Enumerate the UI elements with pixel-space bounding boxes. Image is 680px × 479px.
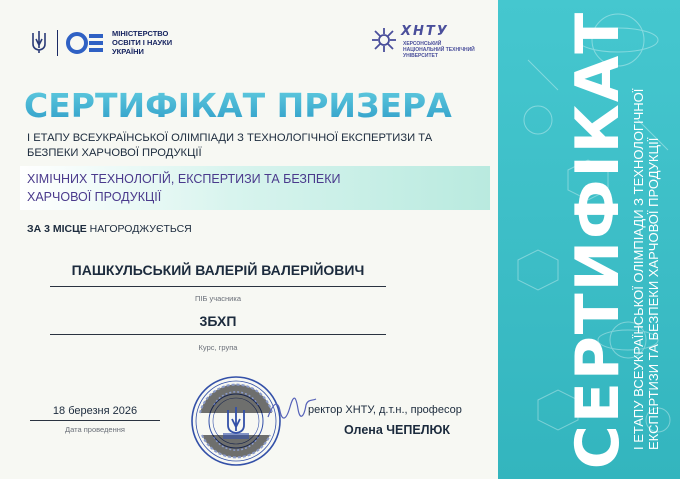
ministry-logo-icon: [66, 32, 106, 54]
date-underline: [30, 420, 160, 421]
department-name: ХІМІЧНИХ ТЕХНОЛОГІЙ, ЕКСПЕРТИЗИ ТА БЕЗПЕКИ ХАРЧОВОЇ ПРОДУКЦІЇ: [27, 172, 341, 204]
university-logo-icon: [370, 26, 398, 54]
university-full-name: ХЕРСОНСЬКИЙ НАЦІОНАЛЬНИЙ ТЕХНІЧНИЙ УНІВЕРСИТЕТ: [403, 41, 475, 59]
rector-title: ректор ХНТУ, д.т.н., професор: [308, 404, 462, 416]
certificate-subtitle: І ЕТАПУ ВСЕУКРАЇНСЬКОЇ ОЛІМПІАДИ З ТЕХНОЛОГІЧНОЇ ЕКСПЕРТИЗИ ТА БЕЗПЕКИ ХАРЧОВОЇ ПРОДУКЦІЇ: [27, 132, 433, 159]
side-subtitle: І ЕТАПУ ВСЕУКРАЇНСЬКОЇ ОЛІМПІАДИ З ТЕХНОЛОГІЧНОЇ ЕКСПЕРТИЗИ ТА БЕЗПЕКИ ХАРЧОВОЇ ПРОДУКЦІЇ: [631, 88, 661, 450]
event-date: 18 березня 2026: [52, 405, 138, 417]
group-underline: [50, 334, 386, 335]
award-line: [27, 223, 192, 235]
name-underline: [50, 286, 386, 287]
recipient-group: 3БХП: [199, 313, 237, 329]
side-panel: [498, 0, 680, 479]
date-caption: Дата проведення: [65, 425, 125, 434]
university-short-name: ХНТУ: [401, 24, 449, 39]
ukraine-trident-icon: [30, 30, 48, 54]
certificate-title: СЕРТИФІКАТ ПРИЗЕРА: [24, 86, 452, 125]
group-caption: Курс, група: [198, 343, 238, 352]
rector-name: Олена ЧЕПЕЛЮК: [344, 423, 450, 437]
side-title: СЕРТИФІКАТ: [563, 10, 633, 470]
ministry-name: МІНІСТЕРСТВО ОСВІТИ І НАУКИ УКРАЇНИ: [112, 29, 173, 56]
header-divider: [57, 30, 58, 56]
award-text: НАГОРОДЖУЄТЬСЯ: [86, 223, 192, 235]
name-caption: ПІБ учасника: [194, 294, 241, 303]
award-place: ЗА 3 МІСЦЕ: [27, 223, 87, 235]
recipient-name: ПАШКУЛЬСЬКИЙ ВАЛЕРІЙ ВАЛЕРІЙОВИЧ: [71, 262, 365, 278]
